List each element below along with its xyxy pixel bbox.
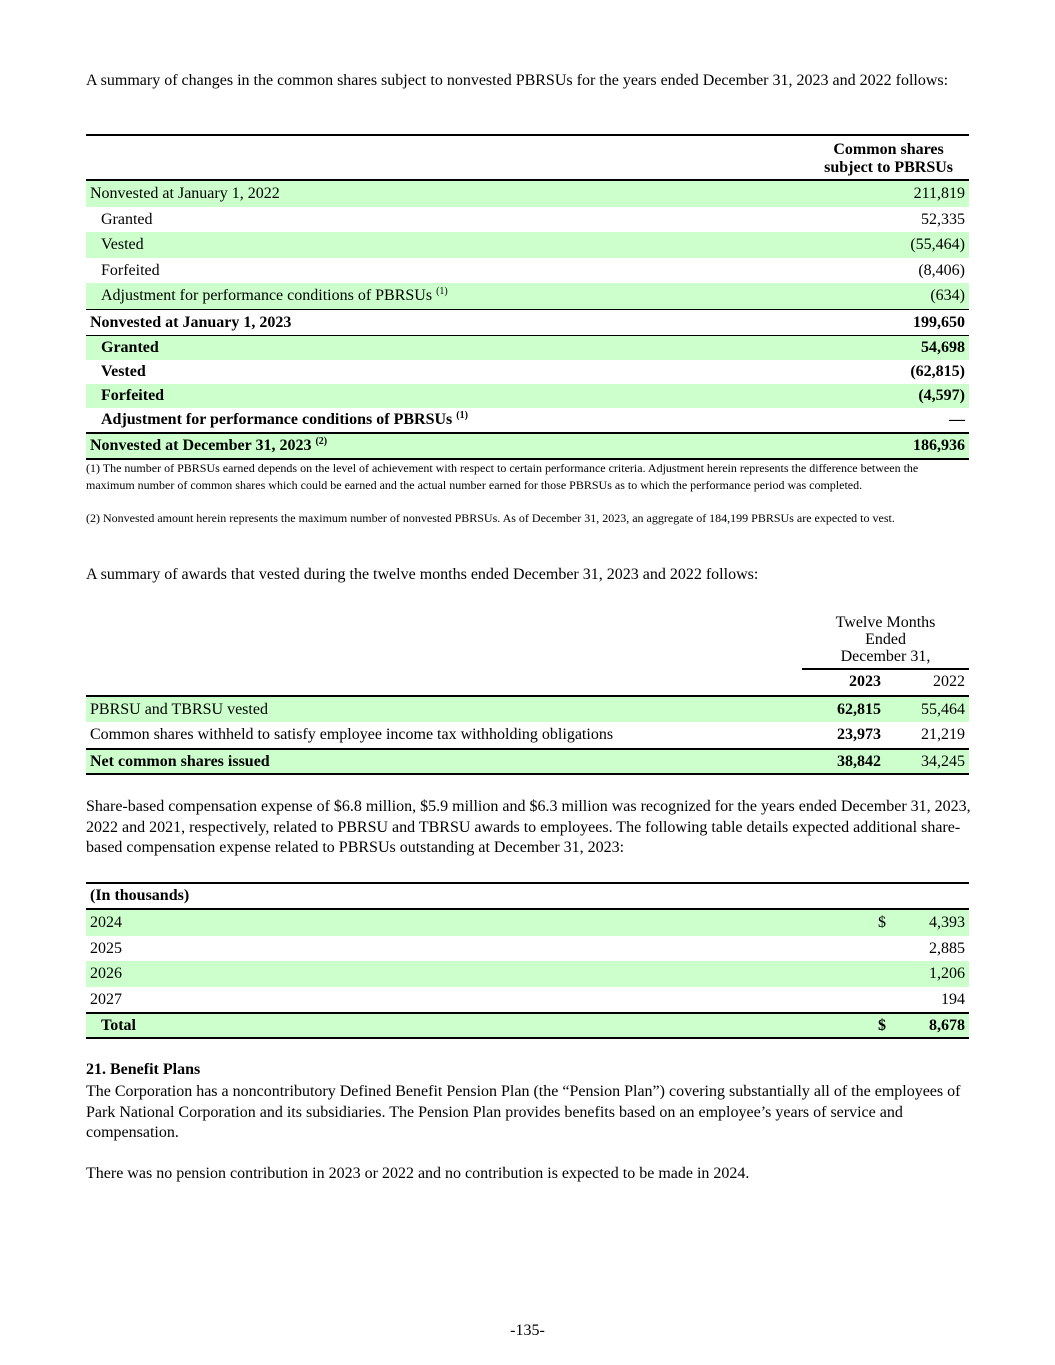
intro-paragraph: A summary of changes in the common shares subject to nonvested PBRSUs for the years ended December 31, 2023 and 2022 follows: xyxy=(86,72,949,89)
value-2023: 23,973 xyxy=(837,726,881,743)
row-value: (4,597) xyxy=(918,387,965,404)
table-row xyxy=(86,961,969,987)
pension-paragraph: The Corporation has a noncontributory Defined Benefit Pension Plan (the “Pension Plan”) covering substantially all of the employees of Park National Corporation and its subsidiaries. The Pension Plan provides benefits based on an employee’s years of service and compensation. xyxy=(86,1083,961,1141)
row-value: 199,650 xyxy=(913,313,965,331)
table-header xyxy=(86,882,969,910)
row-label: PBRSU and TBRSU vested xyxy=(90,700,268,718)
dollar-sign: $ xyxy=(878,1017,886,1034)
row-label: Vested xyxy=(101,236,144,253)
contribution-paragraph: There was no pension contribution in 2023 or 2022 and no contribution is expected to be made in 2024. xyxy=(86,1165,750,1182)
row-label xyxy=(101,283,448,309)
row-label xyxy=(90,434,327,458)
column-header xyxy=(824,141,953,177)
footnote-2: (2) Nonvested amount herein represents the maximum number of nonvested PBRSUs. As of December 31, 2023, an aggregate of 184,199 PBRSUs are expected to vest. xyxy=(86,511,895,525)
period-header xyxy=(802,614,969,670)
footnote-ref: (2) xyxy=(315,436,328,447)
header-line: subject to PBRSUs xyxy=(824,159,953,176)
table-row xyxy=(86,335,969,360)
table-header xyxy=(86,613,969,669)
header-label: (In thousands) xyxy=(90,887,190,904)
value-2022: 34,245 xyxy=(921,752,965,770)
row-label: Granted xyxy=(101,210,153,228)
value-2022: 55,464 xyxy=(921,700,965,718)
header-line: Common shares xyxy=(833,141,944,158)
table-row xyxy=(86,181,969,207)
row-label: Vested xyxy=(101,363,146,380)
row-label: Forfeited xyxy=(101,387,165,404)
table-row xyxy=(86,910,969,936)
row-label: Common shares withheld to satisfy employee income tax withholding obligations xyxy=(90,726,614,743)
section-heading: 21. Benefit Plans xyxy=(86,1061,201,1078)
footnote-ref: (1) xyxy=(456,410,468,421)
compensation-paragraph: Share-based compensation expense of $6.8 million, $5.9 million and $6.3 million was recognized for the years ended December 31, 2023, 2022 and 2021, respectively, related to PBRSU and TBRSU awards to employees. The following table details expected additional share-based compensation expense related to PBRSUs outstanding at December 31, 2023: xyxy=(86,798,971,856)
row-value: 1,206 xyxy=(929,965,965,982)
row-label: Forfeited xyxy=(101,261,160,279)
row-value: 4,393 xyxy=(929,914,965,931)
row-value: 186,936 xyxy=(913,437,965,454)
row-value: (55,464) xyxy=(910,236,965,253)
row-label: 2026 xyxy=(90,965,122,982)
row-value: 52,335 xyxy=(921,210,965,228)
table-row xyxy=(86,258,969,284)
header-line: December 31, xyxy=(840,648,931,665)
row-label: 2027 xyxy=(90,990,122,1008)
table-row xyxy=(86,360,969,384)
page-number: -135- xyxy=(510,1322,545,1339)
header-line: Twelve Months xyxy=(835,614,936,631)
row-label: Granted xyxy=(101,339,159,356)
table-row xyxy=(86,748,969,775)
row-value: (8,406) xyxy=(918,261,965,279)
row-label: Nonvested at January 1, 2023 xyxy=(90,313,292,331)
value-2023: 62,815 xyxy=(837,700,881,718)
table-row xyxy=(86,432,969,460)
table-row xyxy=(86,207,969,233)
footnote-1: (1) The number of PBRSUs earned depends on the level of achievement with respect to certain performance criteria. Adjustment herein represents the difference between the maximum number of common shares which could be earned and the actual number earned for those PBRSUs as to which the performance period was completed. xyxy=(86,461,919,492)
table-row xyxy=(86,697,969,723)
label-text: Adjustment for performance conditions of PBRSUs xyxy=(101,411,453,428)
table-header xyxy=(86,134,969,181)
label-text: Adjustment for performance conditions of PBRSUs xyxy=(101,287,433,304)
row-label xyxy=(101,408,468,432)
year-header-row xyxy=(86,669,969,697)
row-label: 2024 xyxy=(90,914,122,931)
row-value: (634) xyxy=(930,287,965,304)
vested-awards-table xyxy=(86,613,969,775)
table-row xyxy=(86,408,969,432)
table-row xyxy=(86,1012,969,1039)
row-label: Net common shares issued xyxy=(90,752,270,770)
table-row xyxy=(86,283,969,309)
value-2022: 21,219 xyxy=(921,726,965,743)
row-value: 8,678 xyxy=(929,1017,965,1034)
row-value: — xyxy=(949,411,965,428)
row-value: 194 xyxy=(941,990,965,1008)
table-row xyxy=(86,987,969,1013)
row-label: 2025 xyxy=(90,939,122,957)
row-label: Nonvested at January 1, 2022 xyxy=(90,185,280,202)
table-row xyxy=(86,232,969,258)
intro-paragraph-2: A summary of awards that vested during the twelve months ended December 31, 2023 and 2022 follows: xyxy=(86,566,759,583)
table-row xyxy=(86,722,969,748)
pbrsu-changes-table xyxy=(86,134,969,460)
header-line: Ended xyxy=(865,631,906,648)
row-value: 211,819 xyxy=(913,185,965,202)
row-label: Total xyxy=(101,1017,136,1034)
table-row xyxy=(86,384,969,408)
footnote-ref: (1) xyxy=(436,286,448,297)
row-value: 54,698 xyxy=(921,339,965,356)
row-value: (62,815) xyxy=(910,363,965,380)
row-value: 2,885 xyxy=(929,939,965,957)
table-row xyxy=(86,309,969,336)
value-2023: 38,842 xyxy=(837,752,881,770)
label-text: Nonvested at December 31, 2023 xyxy=(90,437,312,454)
table-row xyxy=(86,936,969,962)
col-2022: 2022 xyxy=(933,673,965,690)
col-2023: 2023 xyxy=(849,673,881,690)
expected-expense-table xyxy=(86,882,969,1039)
dollar-sign: $ xyxy=(878,914,886,931)
